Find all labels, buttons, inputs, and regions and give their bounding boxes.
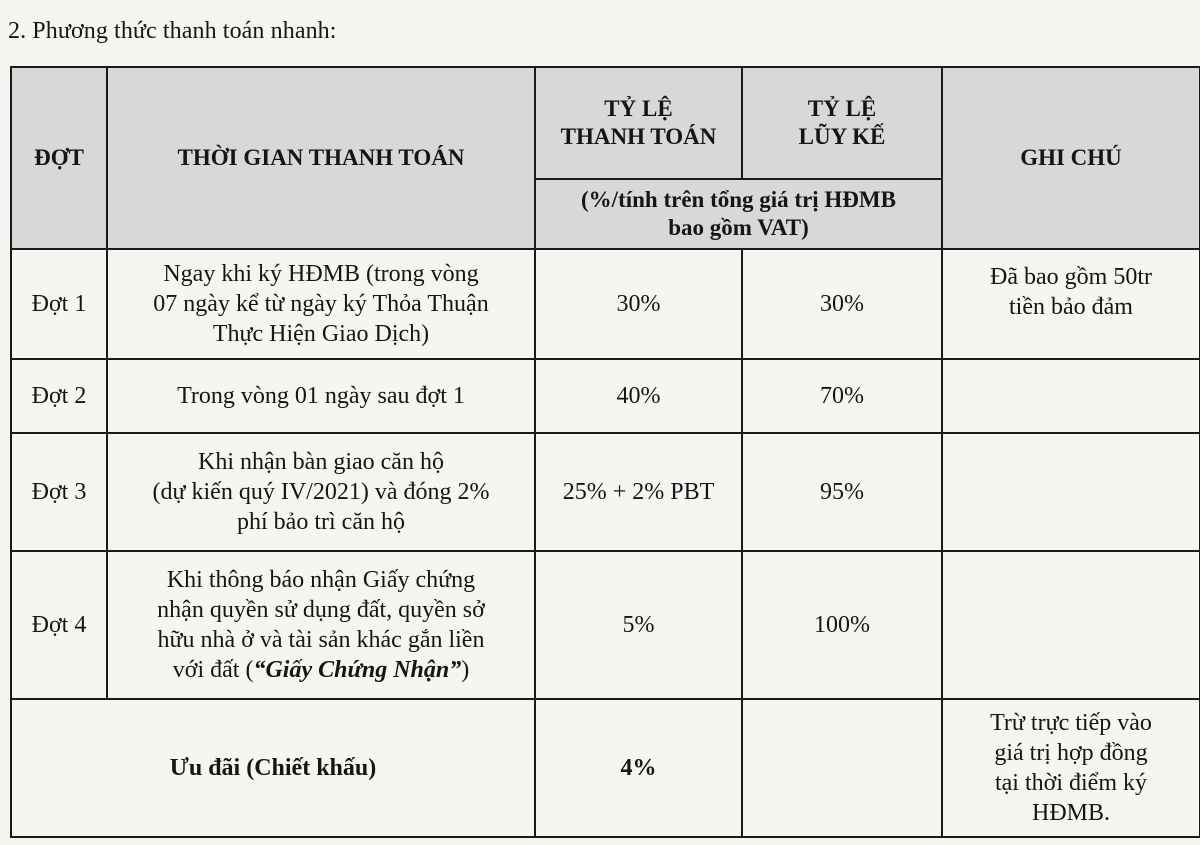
cell-line: phí bảo trì căn hộ <box>237 509 405 535</box>
discount-note <box>942 699 1200 837</box>
certificate-term: “Giấy Chứng Nhận” <box>253 657 462 683</box>
cell-cumulative-rate: 70% <box>742 359 942 433</box>
discount-row <box>11 699 1200 837</box>
cell-note <box>942 551 1200 699</box>
header-rate-line-2: THANH TOÁN <box>560 124 717 149</box>
cell-cumulative-rate: 95% <box>742 433 942 551</box>
header-basis-line-1: (%/tính trên tổng giá trị HĐMB <box>581 187 896 212</box>
cell-line: tiền bảo đảm <box>1009 294 1133 320</box>
table-header-row <box>11 67 1200 179</box>
header-payment-rate <box>535 67 742 179</box>
cell-cumulative-rate: 30% <box>742 249 942 359</box>
cell-payment-rate: 25% + 2% PBT <box>535 433 742 551</box>
cell-note <box>942 249 1200 359</box>
discount-cumulative <box>742 699 942 837</box>
cell-line: (dự kiến quý IV/2021) và đóng 2% <box>152 479 490 505</box>
header-rate-basis <box>535 179 942 249</box>
cell-line-last <box>114 655 528 685</box>
cell-line: Trừ trực tiếp vào <box>990 710 1152 736</box>
cell-payment-time <box>107 249 535 359</box>
cell-text-prefix: với đất ( <box>172 657 254 683</box>
cell-line: tại thời điểm ký <box>994 770 1147 796</box>
cell-text-suffix: ) <box>461 657 470 683</box>
cell-payment-time <box>107 359 535 433</box>
discount-rate: 4% <box>535 699 742 837</box>
cell-cumulative-rate: 100% <box>742 551 942 699</box>
cell-payment-rate: 30% <box>535 249 742 359</box>
cell-dot: Đợt 1 <box>11 249 107 359</box>
table-row <box>11 433 1200 551</box>
cell-dot: Đợt 2 <box>11 359 107 433</box>
table-row <box>11 359 1200 433</box>
discount-label: Ưu đãi (Chiết khấu) <box>11 699 535 837</box>
payment-schedule-table <box>10 66 1200 838</box>
cell-dot: Đợt 4 <box>11 551 107 699</box>
header-cum-line-1: TỶ LỆ <box>807 96 877 121</box>
header-cumulative-rate <box>742 67 942 179</box>
cell-payment-rate: 5% <box>535 551 742 699</box>
section-heading: 2. Phương thức thanh toán nhanh: <box>8 18 337 44</box>
cell-note <box>942 359 1200 433</box>
header-dot: ĐỢT <box>11 67 107 249</box>
header-basis-line-2: bao gồm VAT) <box>668 215 809 240</box>
cell-line: Ngay khi ký HĐMB (trong vòng <box>163 261 479 287</box>
header-note: GHI CHÚ <box>942 67 1200 249</box>
table-row <box>11 551 1200 699</box>
cell-payment-time <box>107 551 535 699</box>
cell-line: Khi nhận bàn giao căn hộ <box>198 449 444 475</box>
header-cum-line-2: LŨY KẾ <box>798 124 886 149</box>
table-row <box>11 249 1200 359</box>
cell-line: hữu nhà ở và tài sản khác gắn liền <box>157 627 485 653</box>
cell-line: Khi thông báo nhận Giấy chứng <box>166 567 476 593</box>
cell-line: Đã bao gồm 50tr <box>990 264 1152 290</box>
cell-line: nhận quyền sử dụng đất, quyền sở <box>157 597 485 623</box>
cell-payment-rate: 40% <box>535 359 742 433</box>
header-rate-line-1: TỶ LỆ <box>604 96 673 121</box>
cell-line: Thực Hiện Giao Dịch) <box>212 321 430 347</box>
cell-dot: Đợt 3 <box>11 433 107 551</box>
cell-line: giá trị hợp đồng <box>994 740 1148 766</box>
cell-payment-time <box>107 433 535 551</box>
cell-note <box>942 433 1200 551</box>
cell-line: Trong vòng 01 ngày sau đợt 1 <box>177 383 465 409</box>
cell-line: HĐMB. <box>1031 800 1110 826</box>
cell-line: 07 ngày kể từ ngày ký Thỏa Thuận <box>153 291 489 317</box>
payment-schedule-table-wrapper <box>10 66 1200 838</box>
header-payment-time: THỜI GIAN THANH TOÁN <box>107 67 535 249</box>
